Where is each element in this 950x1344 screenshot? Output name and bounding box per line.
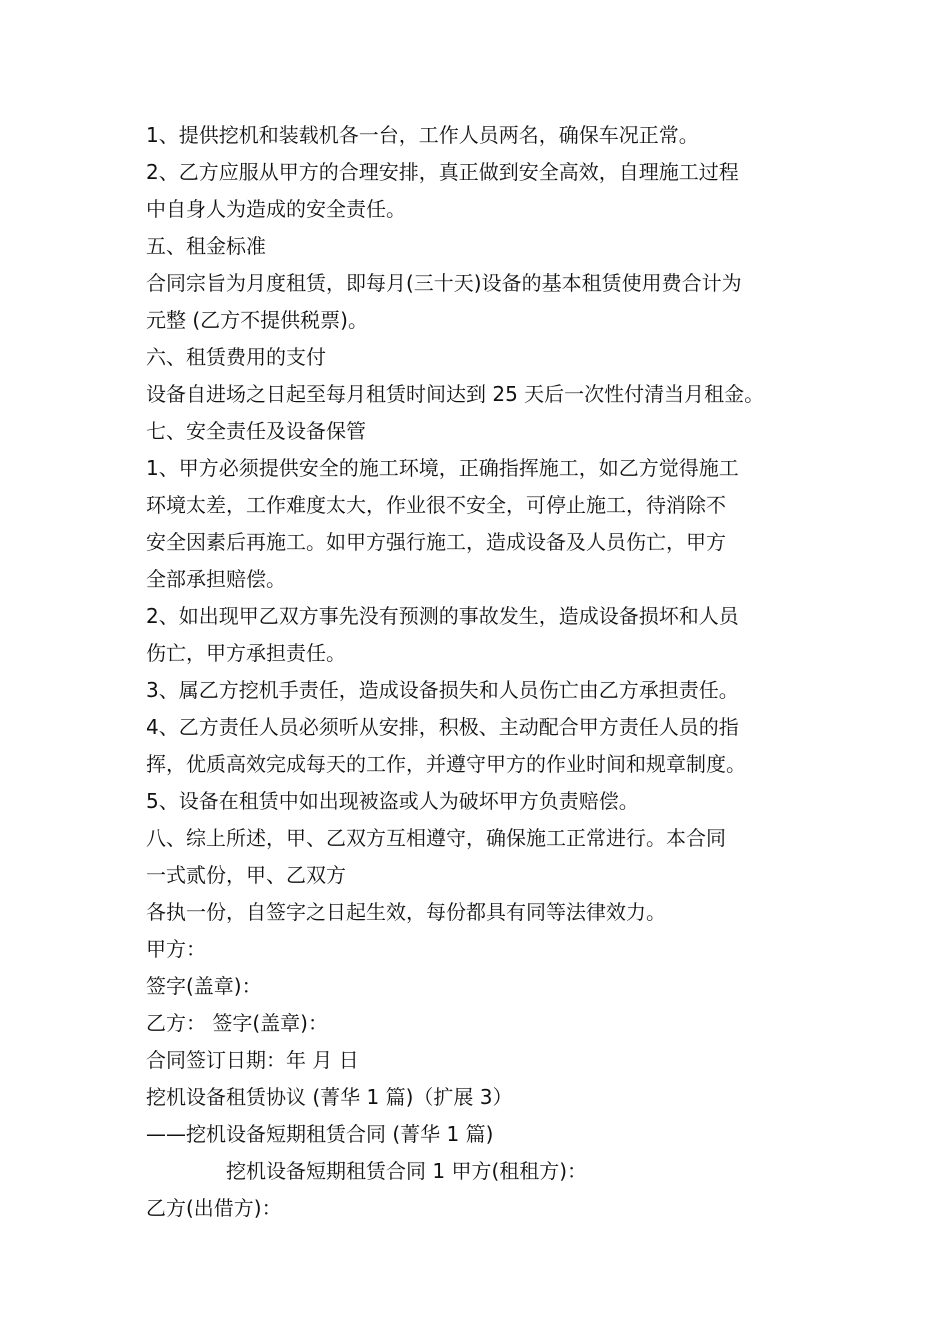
signature-party-a: 甲方： <box>146 937 206 961</box>
contract-heading: 挖机设备短期租赁合同 1 甲方(租租方)： <box>226 1159 588 1183</box>
text-line: 全部承担赔偿。 <box>146 567 286 591</box>
text-line: 乙方(出借方)： <box>146 1196 282 1220</box>
text-line: 2、乙方应服从甲方的合理安排，真正做到安全高效，自理施工过程 <box>146 160 739 184</box>
contract-date: 合同签订日期：年 月 日 <box>146 1048 359 1072</box>
text-line: 5、设备在租赁中如出现被盗或人为破坏甲方负责赔偿。 <box>146 789 639 813</box>
text-line: 1、甲方必须提供安全的施工环境，正确指挥施工，如乙方觉得施工 <box>146 456 739 480</box>
section-heading: 七、安全责任及设备保管 <box>146 419 366 443</box>
document-body <box>146 117 816 1227</box>
text-line: 各执一份，自签字之日起生效，每份都具有同等法律效力。 <box>146 900 666 924</box>
text-line: 安全因素后再施工。如甲方强行施工，造成设备及人员伤亡，甲方 <box>146 530 726 554</box>
text-line: 元整 (乙方不提供税票)。 <box>146 308 368 332</box>
text-line: 伤亡，甲方承担责任。 <box>146 641 346 665</box>
text-line: 4、乙方责任人员必须听从安排，积极、主动配合甲方责任人员的指 <box>146 715 739 739</box>
text-line: 设备自进场之日起至每月租赁时间达到 25 天后一次性付清当月租金。 <box>146 382 765 406</box>
text-line: 3、属乙方挖机手责任，造成设备损失和人员伤亡由乙方承担责任。 <box>146 678 739 702</box>
document-subtitle: ——挖机设备短期租赁合同 (菁华 1 篇) <box>146 1122 494 1146</box>
text-line: 1、提供挖机和装载机各一台，工作人员两名，确保车况正常。 <box>146 123 699 147</box>
text-line: 环境太差，工作难度太大，作业很不安全，可停止施工，待消除不 <box>146 493 726 517</box>
text-line: 挥，优质高效完成每天的工作，并遵守甲方的作业时间和规章制度。 <box>146 752 746 776</box>
section-heading: 五、租金标准 <box>146 234 266 258</box>
signature-party-b: 乙方： 签字(盖章)： <box>146 1011 328 1035</box>
document-title: 挖机设备租赁协议 (菁华 1 篇)（扩展 3） <box>146 1085 513 1109</box>
text-line: 2、如出现甲乙双方事先没有预测的事故发生，造成设备损坏和人员 <box>146 604 739 628</box>
text-line: 中自身人为造成的安全责任。 <box>146 197 406 221</box>
section-heading: 六、租赁费用的支付 <box>146 345 326 369</box>
text-line: 合同宗旨为月度租赁，即每月(三十天)设备的基本租赁使用费合计为 <box>146 271 742 295</box>
signature-seal-a: 签字(盖章)： <box>146 974 262 998</box>
section-heading: 八、综上所述，甲、乙双方互相遵守，确保施工正常进行。本合同 <box>146 826 726 850</box>
text-line: 一式贰份，甲、乙双方 <box>146 863 346 887</box>
